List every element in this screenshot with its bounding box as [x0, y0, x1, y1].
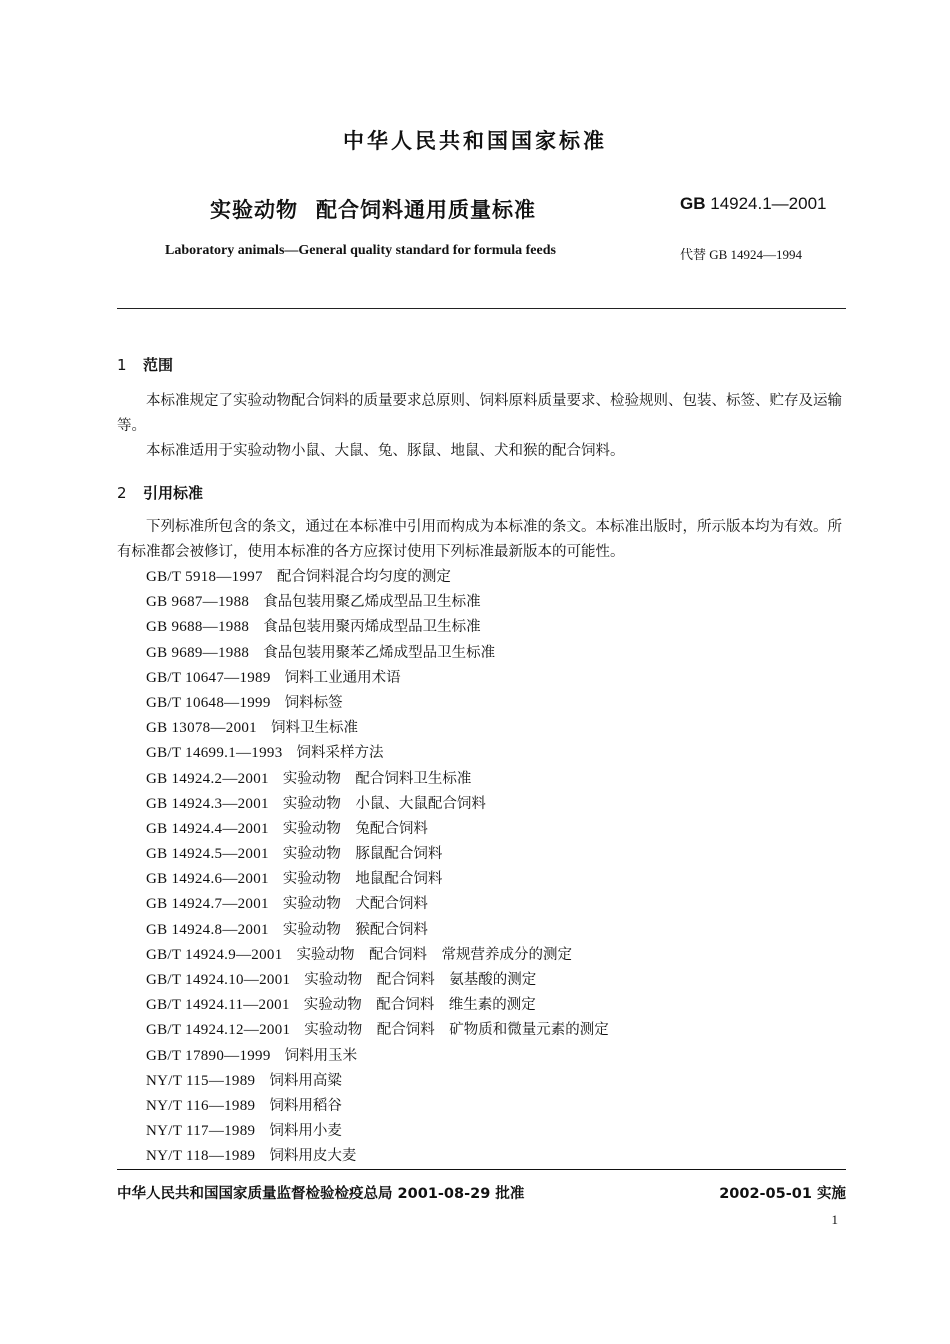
reference-title: 实验动物 地鼠配合饲料: [282, 871, 443, 888]
title-cn-part2: 配合饲料通用质量标准: [316, 198, 536, 222]
issuing-authority: 中华人民共和国国家质量监督检验检疫总局 2001-08-29 批准: [117, 1186, 525, 1202]
section-heading-references: [117, 482, 203, 503]
reference-title: 饲料卫生标准: [271, 720, 358, 737]
standard-number: [680, 194, 827, 214]
reference-item: [146, 792, 609, 817]
reference-item: [146, 741, 609, 766]
reference-code: GB 14924.2—2001: [146, 770, 269, 787]
reference-item: [146, 691, 609, 716]
footer-divider: [117, 1169, 846, 1170]
reference-title: 实验动物 豚鼠配合饲料: [282, 846, 443, 863]
reference-item: [146, 1144, 609, 1169]
reference-item: [146, 943, 609, 968]
reference-code: GB/T 14924.10—2001: [146, 972, 291, 988]
reference-item: [146, 565, 609, 590]
standard-number-value: 14924.1—2001: [710, 194, 827, 213]
reference-item: [146, 817, 609, 842]
reference-code: GB 9689—1988: [146, 644, 250, 661]
reference-item: [146, 767, 609, 792]
document-title-en: Laboratory animals—General quality standard for formula feeds: [165, 243, 556, 258]
reference-code: GB/T 10648—1999: [146, 694, 271, 711]
scope-paragraph-2: 本标准适用于实验动物小鼠、大鼠、兔、豚鼠、地鼠、犬和猴的配合饲料。: [146, 443, 625, 459]
section-heading-scope: [117, 354, 173, 375]
reference-code: NY/T 118—1989: [146, 1148, 256, 1165]
reference-item: [146, 867, 609, 892]
national-standard-header: 中华人民共和国国家标准: [343, 129, 607, 153]
reference-item: [146, 666, 609, 691]
reference-code: GB 14924.8—2001: [146, 921, 269, 938]
reference-title: 实验动物 犬配合饲料: [282, 896, 428, 913]
reference-title: 实验动物 配合饲料卫生标准: [282, 770, 472, 787]
title-cn-part1: 实验动物: [210, 198, 298, 222]
reference-code: GB/T 14924.11—2001: [146, 997, 290, 1014]
reference-code: GB 14924.5—2001: [146, 846, 269, 863]
scope-paragraph-1: 本标准规定了实验动物配合饲料的质量要求总原则、饲料原料质量要求、检验规则、包装、标签、贮存及运输等。: [117, 393, 842, 434]
reference-code: NY/T 115—1989: [146, 1072, 256, 1089]
reference-code: NY/T 116—1989: [146, 1097, 256, 1114]
reference-item: [146, 1018, 609, 1043]
reference-title: 饲料标签: [284, 694, 343, 711]
reference-code: GB 14924.3—2001: [146, 795, 269, 812]
reference-item: [146, 918, 609, 943]
reference-item: [146, 968, 609, 993]
reference-item: [146, 615, 609, 640]
reference-title: 食品包装用聚乙烯成型品卫生标准: [263, 594, 481, 611]
reference-item: [146, 1069, 609, 1094]
reference-title: 饲料用小麦: [269, 1123, 342, 1140]
reference-title: 食品包装用聚丙烯成型品卫生标准: [263, 619, 481, 636]
references-intro-paragraph: 下列标准所包含的条文，通过在本标准中引用而构成为本标准的条文。本标准出版时，所示版本均为有效。所有标准都会被修订，使用本标准的各方应探讨使用下列标准最新版本的可能性。: [117, 519, 842, 560]
section-number: 1: [117, 356, 127, 374]
replaces-standard: 代替 GB 14924—1994: [680, 247, 803, 262]
header-divider: [117, 308, 846, 309]
reference-item: [146, 892, 609, 917]
reference-code: NY/T 117—1989: [146, 1123, 256, 1140]
reference-code: GB 9688—1988: [146, 619, 250, 636]
document-title-cn: [210, 194, 536, 224]
reference-item: [146, 641, 609, 666]
reference-list: [146, 565, 609, 1170]
reference-title: 饲料用玉米: [284, 1047, 358, 1064]
reference-item: [146, 993, 609, 1018]
reference-code: GB/T 14699.1—1993: [146, 745, 283, 762]
reference-title: 饲料工业通用术语: [284, 669, 401, 686]
reference-code: GB 14924.7—2001: [146, 896, 269, 913]
reference-code: GB/T 10647—1989: [146, 669, 271, 686]
reference-title: 实验动物 配合饲料 常规营养成分的测定: [296, 946, 572, 963]
reference-title: 食品包装用聚苯乙烯成型品卫生标准: [263, 644, 496, 661]
reference-title: 实验动物 小鼠、大鼠配合饲料: [282, 795, 486, 812]
reference-title: 饲料用高粱: [269, 1072, 342, 1089]
reference-title: 饲料用皮大麦: [269, 1148, 357, 1165]
reference-code: GB/T 17890—1999: [146, 1047, 271, 1064]
reference-item: [146, 1094, 609, 1119]
reference-item: [146, 842, 609, 867]
reference-code: GB/T 14924.12—2001: [146, 1022, 291, 1039]
reference-code: GB 9687—1988: [146, 594, 250, 611]
reference-item: [146, 1044, 609, 1069]
reference-item: [146, 716, 609, 741]
effective-date: 2002-05-01 实施: [719, 1186, 846, 1202]
reference-code: GB 14924.6—2001: [146, 871, 269, 888]
reference-title: 饲料采样方法: [296, 745, 384, 762]
reference-item: [146, 590, 609, 615]
section-title: 引用标准: [143, 484, 204, 502]
reference-title: 实验动物 猴配合饲料: [282, 921, 428, 938]
reference-title: 配合饲料混合均匀度的测定: [276, 569, 451, 585]
reference-title: 实验动物 配合饲料 氨基酸的测定: [304, 972, 537, 988]
reference-title: 实验动物 兔配合饲料: [282, 820, 428, 837]
reference-code: GB/T 5918—1997: [146, 569, 263, 585]
section-number: 2: [117, 484, 127, 502]
page-number: 1: [831, 1212, 838, 1227]
reference-code: GB/T 14924.9—2001: [146, 946, 283, 963]
reference-title: 实验动物 配合饲料 矿物质和微量元素的测定: [304, 1022, 609, 1039]
reference-title: 饲料用稻谷: [269, 1097, 342, 1114]
reference-code: GB 14924.4—2001: [146, 820, 269, 837]
reference-code: GB 13078—2001: [146, 720, 257, 737]
standard-prefix: GB: [680, 194, 706, 213]
reference-item: [146, 1119, 609, 1144]
section-title: 范围: [143, 356, 174, 374]
reference-title: 实验动物 配合饲料 维生素的测定: [303, 997, 536, 1014]
